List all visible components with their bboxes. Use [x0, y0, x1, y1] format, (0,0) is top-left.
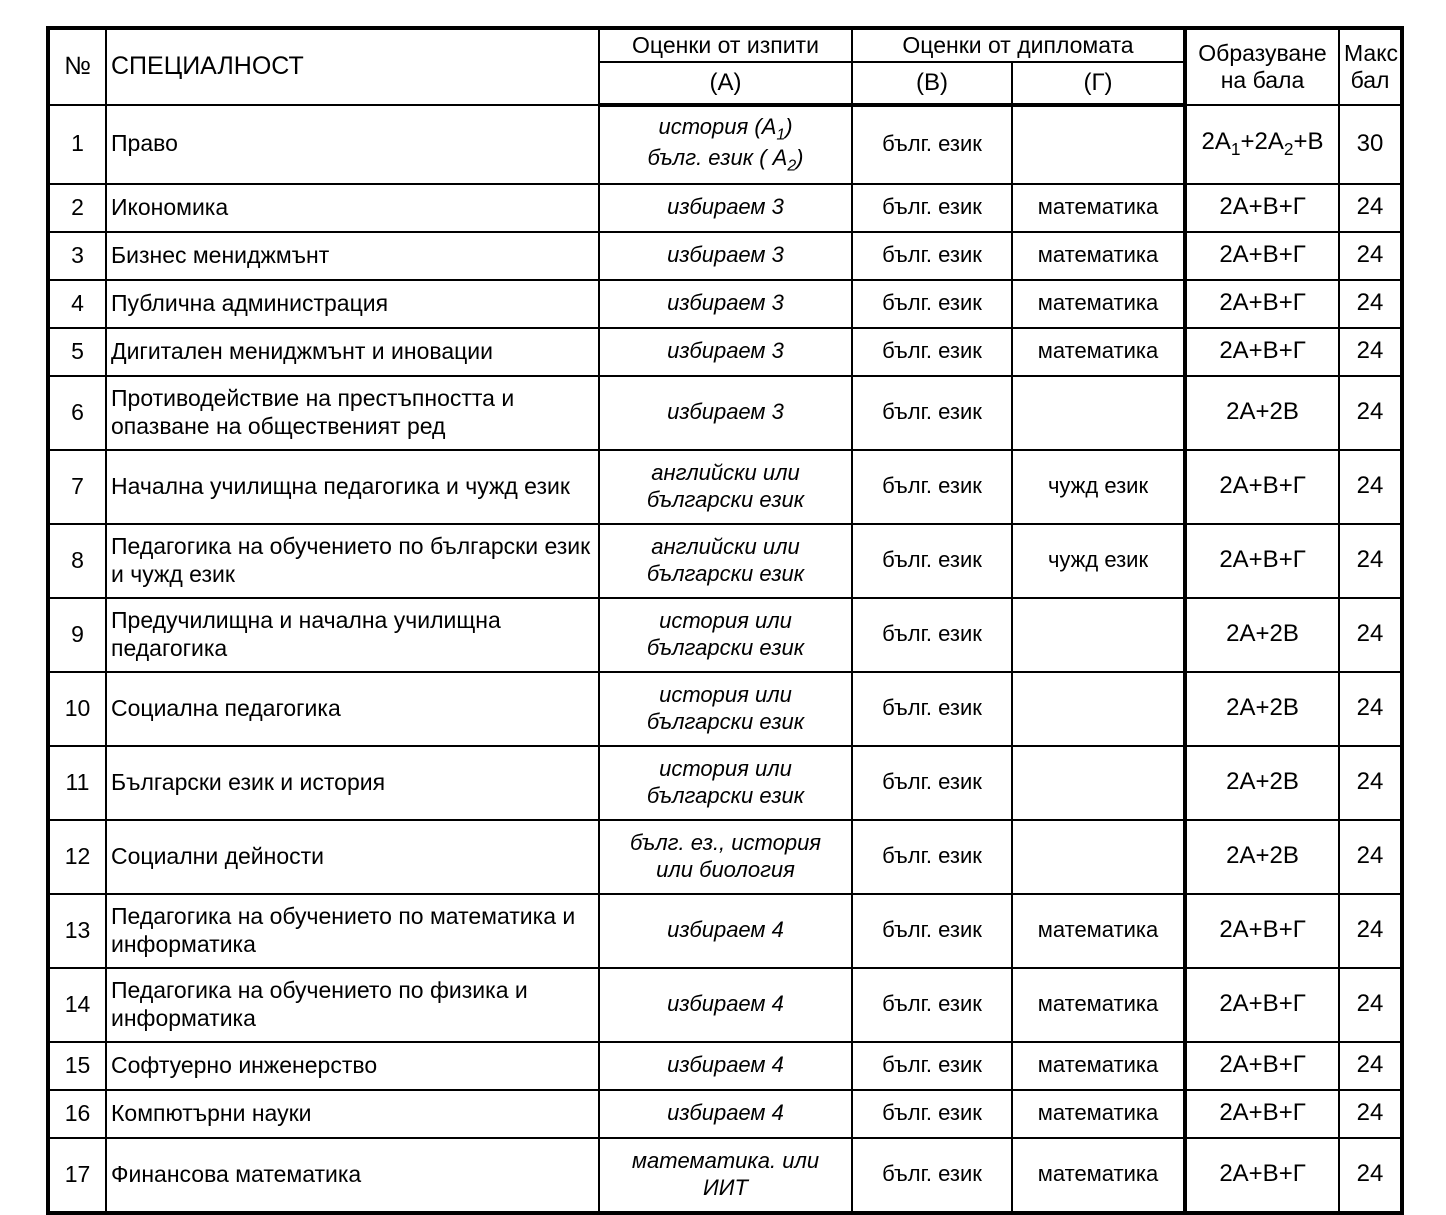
cell-score-formula: 2А+В+Г	[1185, 450, 1339, 524]
cell-specialty: Социална педагогика	[106, 672, 599, 746]
header-letter-a: (А)	[599, 62, 852, 105]
table-row	[48, 105, 1402, 184]
table-row	[48, 672, 1402, 746]
cell-specialty: Финансова математика	[106, 1138, 599, 1213]
cell-specialty: Педагогика на обучението по физика и информатика	[106, 968, 599, 1042]
cell-exam-a	[599, 820, 852, 894]
cell-diploma-g: математика	[1012, 968, 1185, 1042]
header-score-formation-line2: на бала	[1220, 66, 1305, 93]
cell-diploma-g	[1012, 376, 1185, 450]
cell-max-score: 24	[1339, 232, 1402, 280]
cell-no: 10	[48, 672, 106, 746]
header-score-formation	[1185, 28, 1339, 105]
table-row	[48, 524, 1402, 598]
cell-diploma-b: бълг. език	[852, 598, 1012, 672]
table-row	[48, 1090, 1402, 1138]
cell-diploma-b: бълг. език	[852, 968, 1012, 1042]
cell-no: 11	[48, 746, 106, 820]
cell-diploma-b: бълг. език	[852, 820, 1012, 894]
cell-max-score: 30	[1339, 105, 1402, 184]
cell-exam-a-line1: история или	[659, 756, 792, 782]
cell-specialty: Педагогика на обучението по математика и информатика	[106, 894, 599, 968]
cell-exam-a-line1: история или	[659, 682, 792, 708]
cell-exam-a-line2: ИИТ	[703, 1174, 748, 1200]
cell-score-formula: 2А+2В	[1185, 820, 1339, 894]
cell-diploma-b: бълг. език	[852, 280, 1012, 328]
table-row	[48, 746, 1402, 820]
cell-diploma-b: бълг. език	[852, 184, 1012, 232]
cell-exam-a: избираем 3	[599, 280, 852, 328]
cell-specialty: Социални дейности	[106, 820, 599, 894]
header-exam-scores: Оценки от изпити	[599, 28, 852, 62]
cell-diploma-g: математика	[1012, 184, 1185, 232]
cell-score-formula: 2А+В+Г	[1185, 232, 1339, 280]
cell-diploma-g	[1012, 672, 1185, 746]
cell-no: 5	[48, 328, 106, 376]
cell-exam-a-line2: български език	[646, 782, 805, 808]
cell-no: 2	[48, 184, 106, 232]
cell-max-score: 24	[1339, 968, 1402, 1042]
table-row	[48, 450, 1402, 524]
table-row	[48, 328, 1402, 376]
table-row	[48, 598, 1402, 672]
cell-score-formula: 2А+2В	[1185, 376, 1339, 450]
cell-specialty: Софтуерно инженерство	[106, 1042, 599, 1090]
cell-diploma-b: бълг. език	[852, 232, 1012, 280]
cell-no: 12	[48, 820, 106, 894]
cell-diploma-g: математика	[1012, 280, 1185, 328]
cell-diploma-g: математика	[1012, 1138, 1185, 1213]
header-letter-g: (Г)	[1012, 62, 1185, 105]
cell-exam-a-line2: бълг. език ( $А_2$)	[647, 144, 804, 175]
cell-exam-a-line1: английски или	[651, 534, 800, 560]
cell-diploma-g: математика	[1012, 1042, 1185, 1090]
cell-exam-a	[599, 450, 852, 524]
cell-diploma-b: бълг. език	[852, 105, 1012, 184]
cell-score-formula: 2А+В+Г	[1185, 968, 1339, 1042]
cell-diploma-g: математика	[1012, 328, 1185, 376]
cell-diploma-g	[1012, 746, 1185, 820]
header-no: №	[48, 28, 106, 105]
cell-score-formula: 2А+В+Г	[1185, 894, 1339, 968]
table-row	[48, 820, 1402, 894]
cell-diploma-g: математика	[1012, 894, 1185, 968]
cell-no: 8	[48, 524, 106, 598]
table-row	[48, 232, 1402, 280]
cell-diploma-b: бълг. език	[852, 894, 1012, 968]
cell-diploma-b: бълг. език	[852, 524, 1012, 598]
cell-no: 13	[48, 894, 106, 968]
header-max-score-line2: бал	[1350, 66, 1390, 93]
cell-max-score: 24	[1339, 450, 1402, 524]
table-header	[48, 28, 1402, 105]
table-row	[48, 376, 1402, 450]
cell-diploma-b: бълг. език	[852, 672, 1012, 746]
cell-exam-a-line1: английски или	[651, 460, 800, 486]
cell-exam-a	[599, 1138, 852, 1213]
table-row	[48, 184, 1402, 232]
cell-exam-a: избираем 4	[599, 968, 852, 1042]
cell-specialty: Компютърни науки	[106, 1090, 599, 1138]
cell-score-formula: 2А+2В	[1185, 672, 1339, 746]
cell-no: 16	[48, 1090, 106, 1138]
cell-specialty: Дигитален мениджмънт и иновации	[106, 328, 599, 376]
cell-no: 15	[48, 1042, 106, 1090]
header-specialty: СПЕЦИАЛНОСТ	[106, 28, 599, 105]
header-diploma-scores: Оценки от дипломата	[852, 28, 1185, 62]
cell-no: 17	[48, 1138, 106, 1213]
table-row	[48, 280, 1402, 328]
cell-exam-a-line2: български език	[646, 560, 805, 586]
table-body	[48, 105, 1402, 1213]
cell-max-score: 24	[1339, 328, 1402, 376]
cell-exam-a-line2: български език	[646, 486, 805, 512]
cell-specialty: Икономика	[106, 184, 599, 232]
cell-specialty: Право	[106, 105, 599, 184]
cell-exam-a	[599, 672, 852, 746]
admission-requirements-table	[46, 26, 1404, 1215]
cell-max-score: 24	[1339, 598, 1402, 672]
cell-exam-a: избираем 3	[599, 328, 852, 376]
cell-max-score: 24	[1339, 280, 1402, 328]
table-row	[48, 894, 1402, 968]
cell-specialty: Бизнес мениджмънт	[106, 232, 599, 280]
cell-specialty: Педагогика на обучението по български език и чужд език	[106, 524, 599, 598]
cell-max-score: 24	[1339, 1042, 1402, 1090]
cell-diploma-g: чужд език	[1012, 450, 1185, 524]
cell-diploma-g: математика	[1012, 1090, 1185, 1138]
cell-max-score: 24	[1339, 672, 1402, 746]
cell-no: 3	[48, 232, 106, 280]
cell-exam-a: избираем 3	[599, 232, 852, 280]
cell-exam-a-line1: история или	[659, 608, 792, 634]
cell-exam-a-line1: история $(А_1)$	[658, 114, 793, 144]
cell-max-score: 24	[1339, 820, 1402, 894]
cell-diploma-b: бълг. език	[852, 746, 1012, 820]
cell-max-score: 24	[1339, 746, 1402, 820]
cell-diploma-g	[1012, 598, 1185, 672]
cell-score-formula: 2А+2В	[1185, 598, 1339, 672]
cell-exam-a: избираем 4	[599, 1042, 852, 1090]
cell-no: 6	[48, 376, 106, 450]
table-row	[48, 1138, 1402, 1213]
cell-score-formula: 2А+2В	[1185, 746, 1339, 820]
cell-max-score: 24	[1339, 524, 1402, 598]
cell-score-formula: 2А+В+Г	[1185, 1090, 1339, 1138]
cell-max-score: 24	[1339, 894, 1402, 968]
header-max-score	[1339, 28, 1402, 105]
cell-exam-a: избираем 4	[599, 1090, 852, 1138]
cell-diploma-g	[1012, 105, 1185, 184]
cell-exam-a-line2: български език	[646, 634, 805, 660]
cell-diploma-b: бълг. език	[852, 1090, 1012, 1138]
header-score-formation-line1: Образуване	[1198, 40, 1327, 67]
cell-score-formula: 2А+В+Г	[1185, 1138, 1339, 1213]
cell-score-formula: 2А+В+Г	[1185, 1042, 1339, 1090]
cell-diploma-b: бълг. език	[852, 1042, 1012, 1090]
cell-score-formula: 2А+В+Г	[1185, 280, 1339, 328]
cell-no: 14	[48, 968, 106, 1042]
cell-exam-a	[599, 598, 852, 672]
cell-specialty: Публична администрация	[106, 280, 599, 328]
cell-diploma-b: бълг. език	[852, 328, 1012, 376]
cell-diploma-b: бълг. език	[852, 450, 1012, 524]
cell-diploma-g: чужд език	[1012, 524, 1185, 598]
cell-specialty: Начална училищна педагогика и чужд език	[106, 450, 599, 524]
cell-exam-a: избираем 3	[599, 184, 852, 232]
cell-exam-a-line1: бълг. ез., история	[629, 830, 822, 856]
cell-exam-a-line2: български език	[646, 708, 805, 734]
cell-specialty: Български език и история	[106, 746, 599, 820]
cell-specialty: Противодействие на престъпността и опазване на общественият ред	[106, 376, 599, 450]
cell-exam-a-line1: математика. или	[631, 1148, 820, 1174]
cell-exam-a	[599, 524, 852, 598]
cell-max-score: 24	[1339, 184, 1402, 232]
cell-exam-a	[599, 746, 852, 820]
cell-specialty: Предучилищна и начална училищна педагогика	[106, 598, 599, 672]
cell-no: 9	[48, 598, 106, 672]
table-row	[48, 968, 1402, 1042]
header-row-titles	[48, 28, 1402, 62]
cell-exam-a: избираем 4	[599, 894, 852, 968]
cell-diploma-b: бълг. език	[852, 376, 1012, 450]
header-max-score-line1: Макс	[1344, 40, 1399, 67]
cell-exam-a-line2: или биология	[656, 856, 795, 882]
cell-score-formula: 2А+В+Г	[1185, 524, 1339, 598]
cell-diploma-g	[1012, 820, 1185, 894]
cell-no: 4	[48, 280, 106, 328]
cell-max-score: 24	[1339, 376, 1402, 450]
table-row	[48, 1042, 1402, 1090]
cell-no: 1	[48, 105, 106, 184]
cell-exam-a	[599, 105, 852, 184]
cell-score-formula: 2А+В+Г	[1185, 184, 1339, 232]
cell-max-score: 24	[1339, 1138, 1402, 1213]
cell-no: 7	[48, 450, 106, 524]
header-letter-b: (В)	[852, 62, 1012, 105]
cell-exam-a: избираем 3	[599, 376, 852, 450]
cell-diploma-g: математика	[1012, 232, 1185, 280]
cell-max-score: 24	[1339, 1090, 1402, 1138]
cell-score-formula: $2А_1+2А_2+В$	[1185, 105, 1339, 184]
cell-diploma-b: бълг. език	[852, 1138, 1012, 1213]
cell-score-formula: 2А+В+Г	[1185, 328, 1339, 376]
